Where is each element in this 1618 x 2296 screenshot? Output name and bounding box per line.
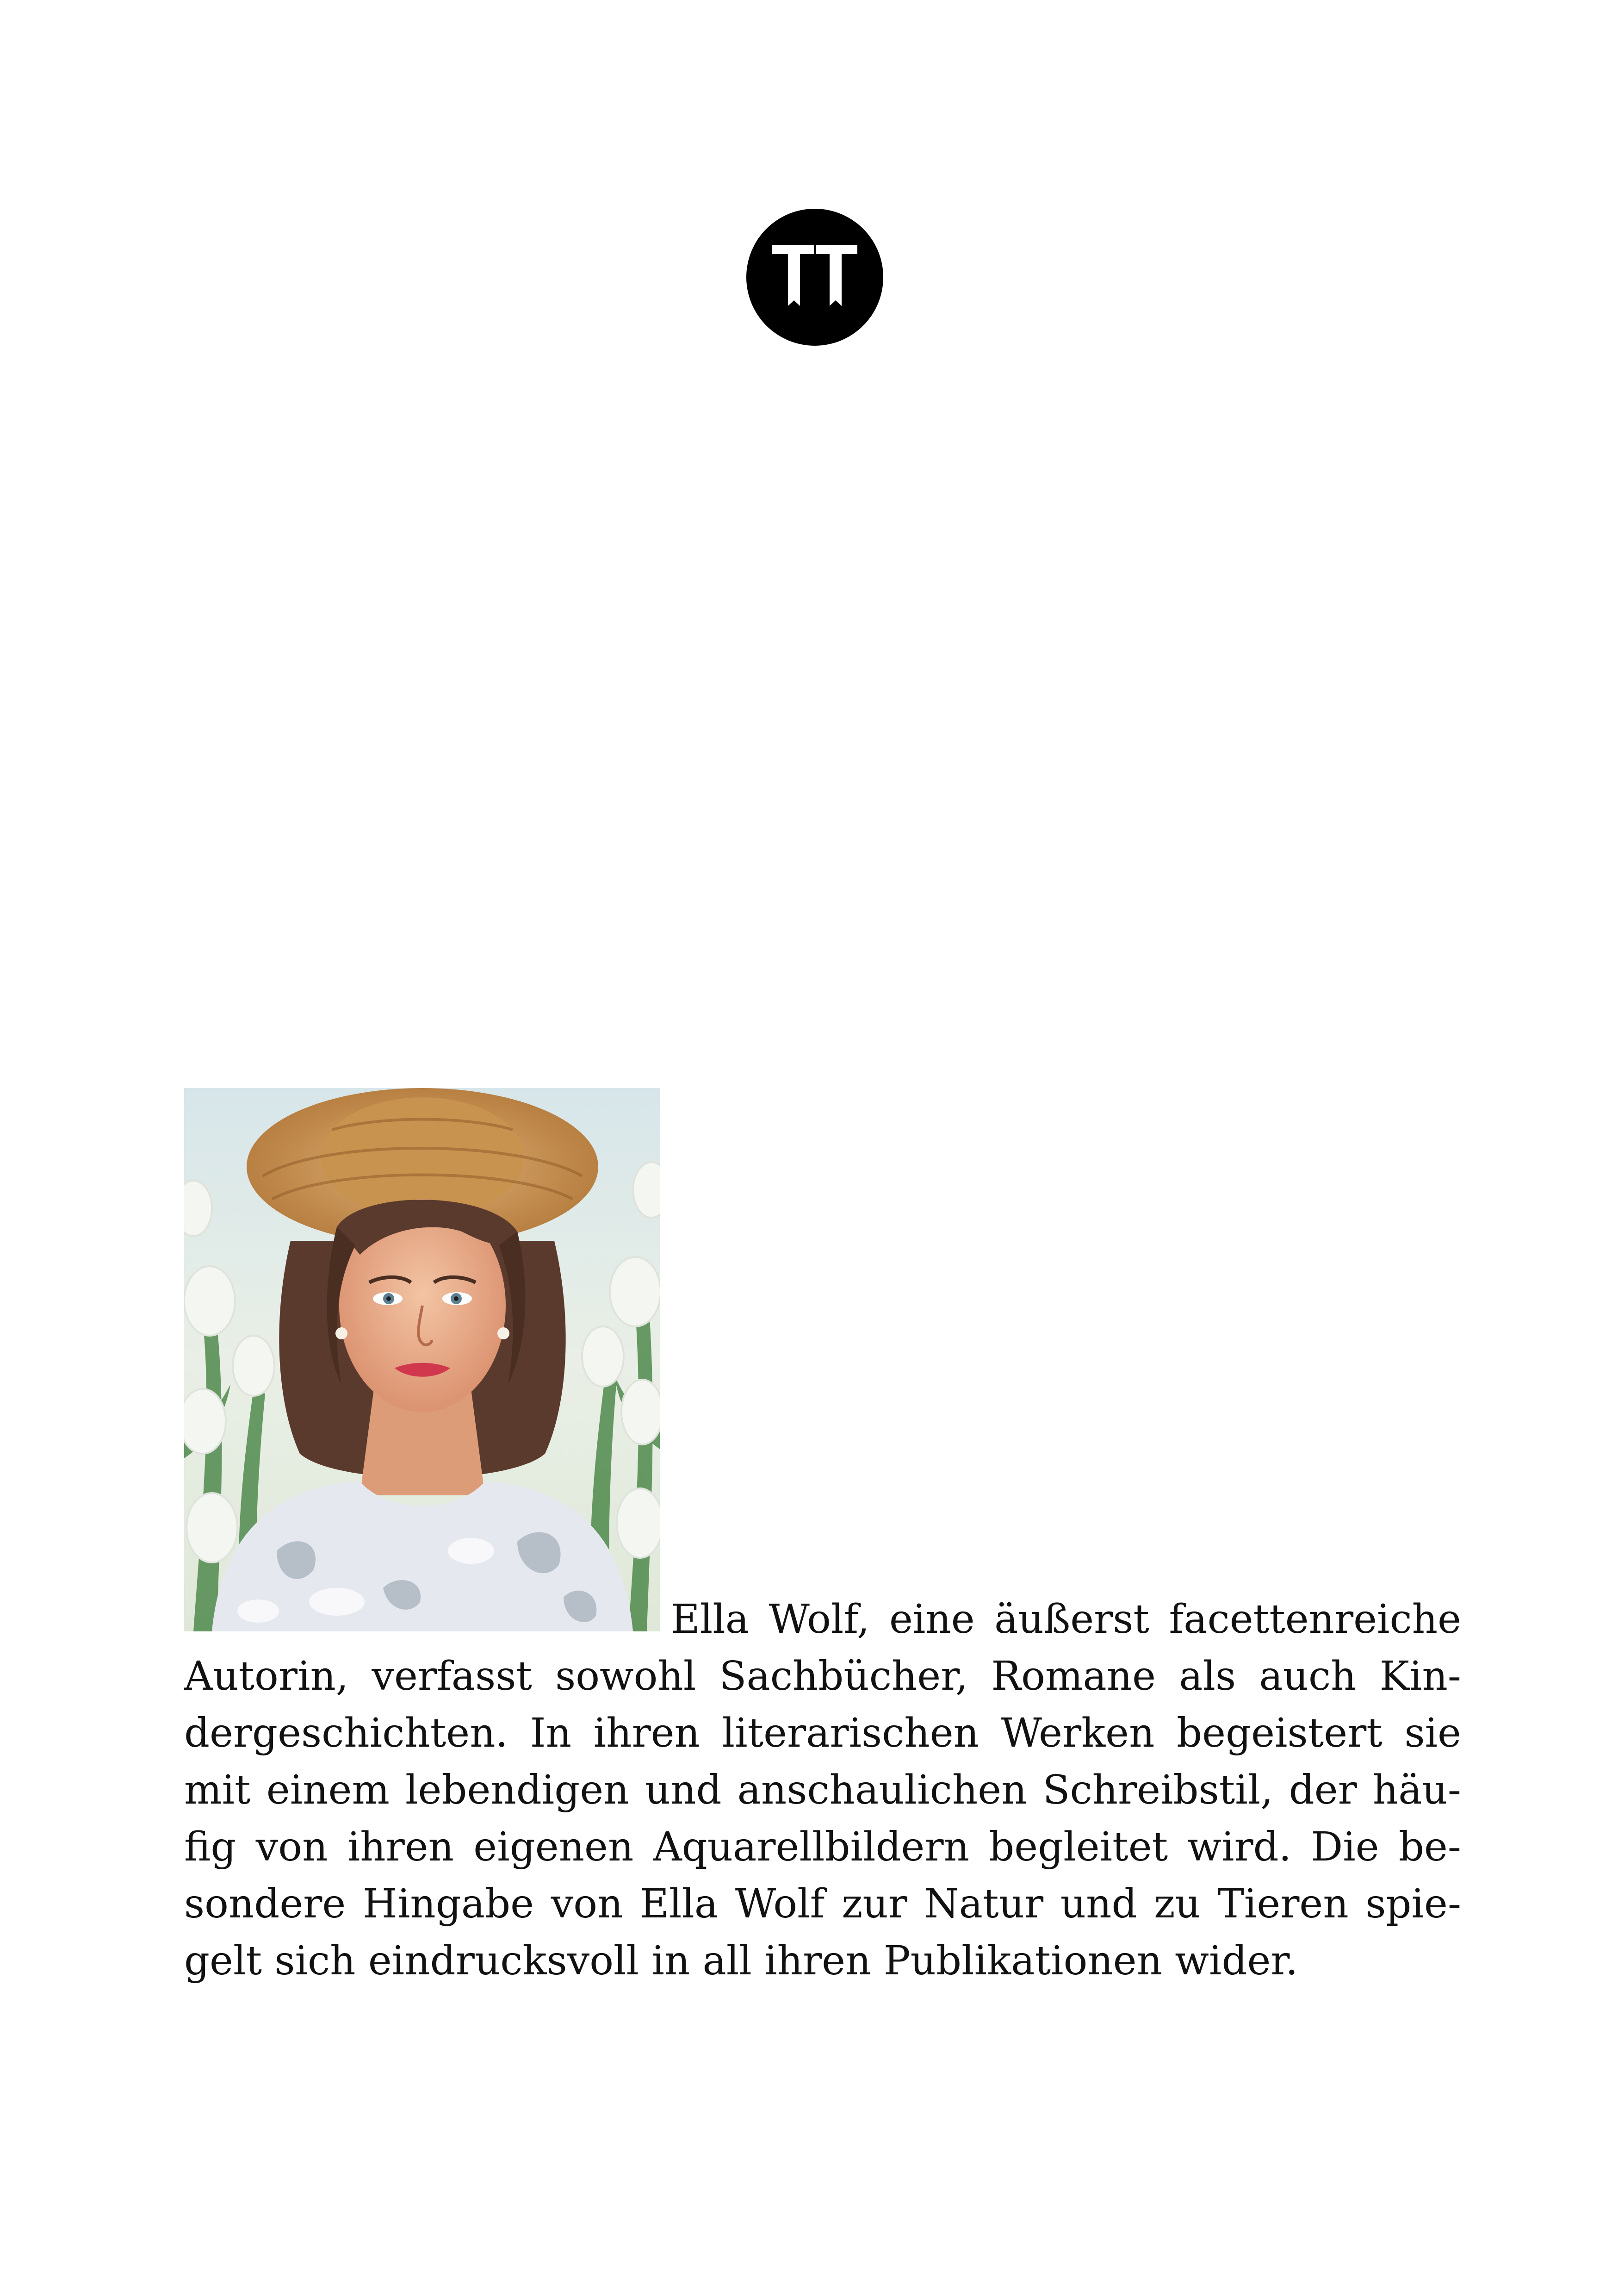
bio-line: gelt sich eindrucksvoll in all ihren Publikationen wider.	[184, 1938, 1298, 1984]
author-portrait	[184, 1088, 660, 1631]
bio-line: sondere Hingabe von Ella Wolf zur Natur und zu Tieren spie-	[184, 1881, 1461, 1927]
bio-line: mit einem lebendigen und anschaulichen Schreibstil, der häu-	[184, 1767, 1461, 1813]
bio-line: dergeschichten. In ihren literarischen Werken begeistert sie	[184, 1710, 1461, 1756]
bio-line: fig von ihren eigenen Aquarellbildern begleitet wird. Die be-	[184, 1824, 1461, 1870]
bio-line: Ella Wolf, eine äußerst facettenreiche	[671, 1596, 1461, 1643]
publisher-logo-icon	[745, 208, 884, 347]
author-portrait-image	[184, 1088, 660, 1631]
bio-line: Autorin, verfasst sowohl Sachbücher, Romane als auch Kin-	[184, 1653, 1461, 1699]
author-bio	[184, 1591, 1461, 1990]
tt-logo-icon	[745, 208, 884, 347]
